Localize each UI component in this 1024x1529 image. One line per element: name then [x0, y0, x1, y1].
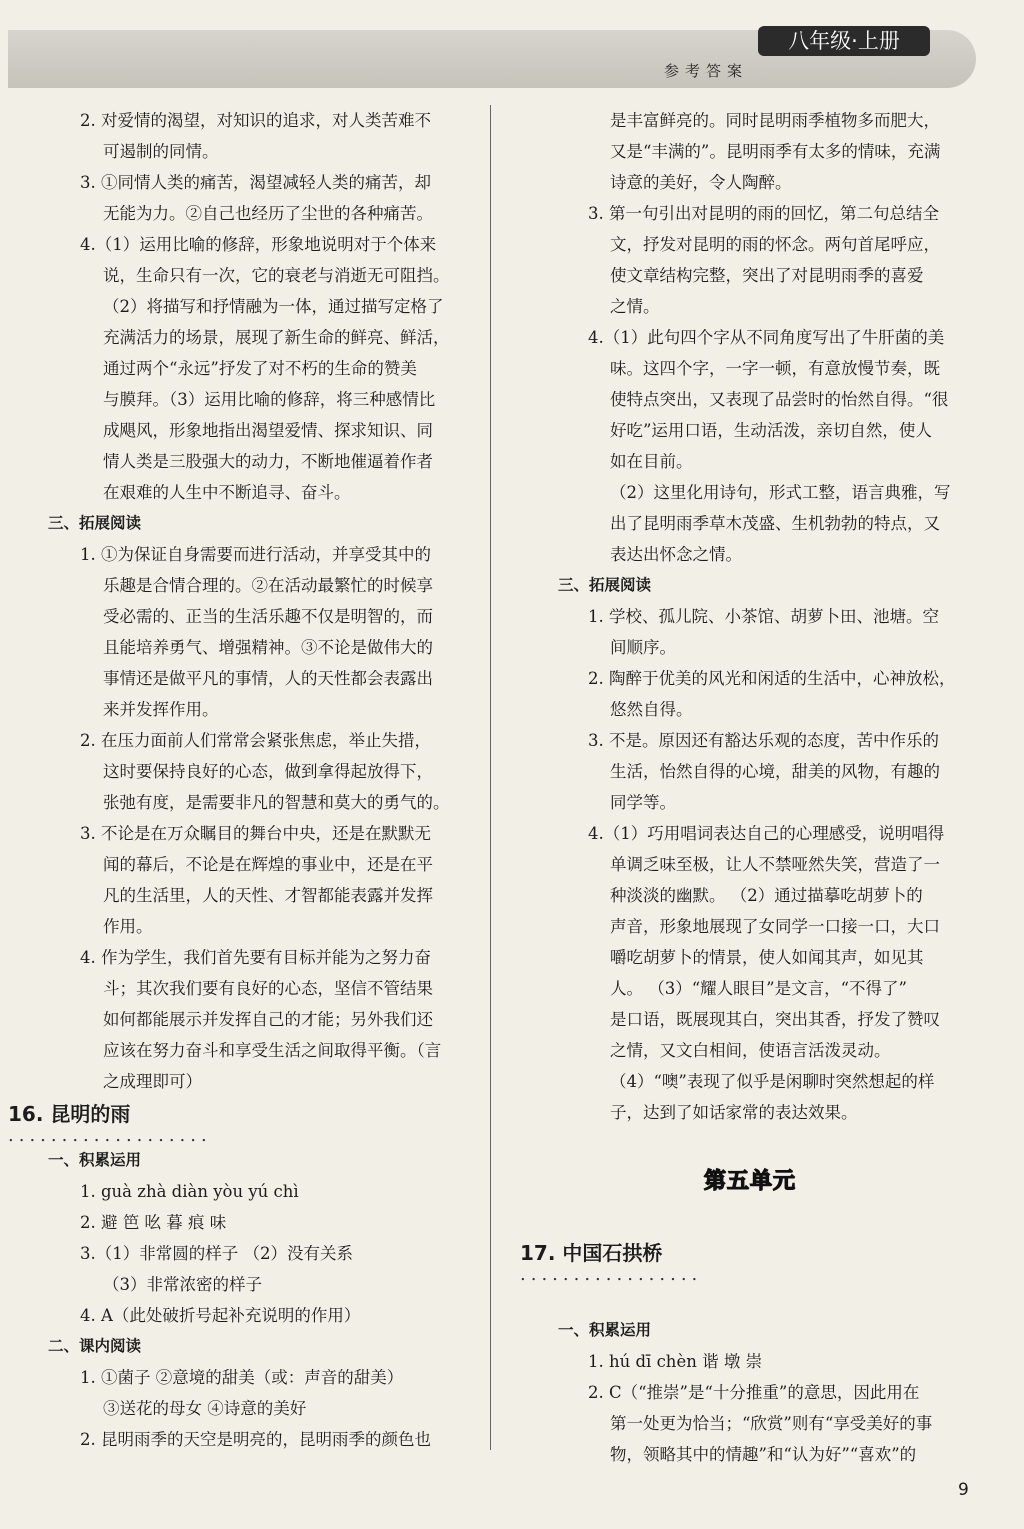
left-column: [8, 105, 478, 1455]
text-line: 张弛有度，是需要非凡的智慧和莫大的勇气的。: [103, 793, 450, 812]
text-line: 2. 在压力面前人们常常会紧张焦虑，举止失措，: [80, 731, 431, 750]
text-line: 4.（1）此句四个字从不同角度写出了牛肝菌的美: [588, 328, 945, 347]
text-line: 人。 （3）“耀人眼目”是文言，“不得了”: [610, 979, 907, 998]
spacer: [520, 1205, 980, 1236]
section-heading: 三、拓展阅读: [558, 576, 652, 594]
section-heading: 一、积累运用: [558, 1321, 652, 1339]
text-line: 生活，怡然自得的心境，甜美的风物，有趣的: [610, 762, 940, 781]
text-line: 第一处更为恰当；“欣赏”则有“享受美好的事: [610, 1414, 933, 1433]
text-line: 2. C（“推崇”是“十分推重”的意思，因此用在: [588, 1383, 920, 1402]
text-line: 来并发挥作用。: [103, 700, 219, 719]
text-line: 通过两个“永远”抒发了对不朽的生命的赞美: [103, 359, 417, 378]
text-line: 成飓风，形象地指出渴望爱情、探求知识、同: [103, 421, 433, 440]
dotted-rule: .................: [520, 1270, 703, 1284]
column-divider: [490, 105, 491, 1450]
section-heading: 三、拓展阅读: [48, 514, 142, 532]
text-line: 1. 学校、孤儿院、小茶馆、胡萝卜田、池塘。空: [588, 607, 939, 626]
text-line: 2. 昆明雨季的天空是明亮的，昆明雨季的颜色也: [80, 1430, 431, 1449]
lesson-title: 16. 昆明的雨: [8, 1102, 131, 1126]
unit-title: 第五单元: [703, 1169, 796, 1194]
text-line: 受必需的、正当的生活乐趣不仅是明智的，而: [103, 607, 433, 626]
text-line: 充满活力的场景，展现了新生命的鲜亮、鲜活，: [103, 328, 450, 347]
text-line: 3. 第一句引出对昆明的雨的回忆，第二句总结全: [588, 204, 939, 223]
text-line: 1. guà zhà diàn yòu yú chì: [80, 1182, 299, 1201]
text-line: 同学等。: [610, 793, 676, 812]
text-line: 可遏制的同情。: [103, 142, 219, 161]
text-line: 子，达到了如话家常的表达效果。: [610, 1103, 858, 1122]
text-line: 诗意的美好，令人陶醉。: [610, 173, 792, 192]
text-line: 4.（1）巧用唱词表达自己的心理感受，说明唱得: [588, 824, 945, 843]
text-line: 是丰富鲜亮的。同时昆明雨季植物多而肥大，: [610, 111, 940, 130]
text-line: 之情，又文白相间，使语言活泼灵动。: [610, 1041, 891, 1060]
text-line: 应该在努力奋斗和享受生活之间取得平衡。（言: [103, 1041, 442, 1060]
text-line: 无能为力。②自己也经历了尘世的各种痛苦。: [103, 204, 433, 223]
text-line: 好吃”运用口语，生动活泼，亲切自然，使人: [610, 421, 932, 440]
spacer: [520, 1284, 980, 1315]
section-heading: 二、课内阅读: [48, 1337, 142, 1355]
text-line: 情人类是三股强大的动力，不断地催逼着作者: [103, 452, 433, 471]
section-label: 参考答案: [664, 62, 749, 80]
text-line: 3.（1）非常圆的样子 （2）没有关系: [80, 1244, 353, 1263]
text-line: 之情。: [610, 297, 660, 316]
text-line: 出了昆明雨季草木茂盛、生机勃勃的特点，又: [610, 514, 940, 533]
text-line: 1. ①菌子 ②意境的甜美（或：声音的甜美）: [80, 1368, 404, 1387]
text-line: 4.（1）运用比喻的修辞，形象地说明对于个体来: [80, 235, 437, 254]
text-line: 凡的生活里，人的天性、才智都能表露并发挥: [103, 886, 433, 905]
text-line: 间顺序。: [610, 638, 676, 657]
lesson-title: 17. 中国石拱桥: [520, 1241, 663, 1265]
text-line: 4. 作为学生，我们首先要有目标并能为之努力奋: [80, 948, 431, 967]
text-line: 如何都能展示并发挥自己的才能；另外我们还: [103, 1010, 433, 1029]
text-line: 1. ①为保证自身需要而进行活动，并享受其中的: [80, 545, 431, 564]
text-line: （2）这里化用诗句，形式工整，语言典雅，写: [610, 483, 951, 502]
section-heading: 一、积累运用: [48, 1151, 142, 1169]
dotted-rule: ...................: [8, 1131, 212, 1145]
text-line: 文，抒发对昆明的雨的怀念。两句首尾呼应，: [610, 235, 940, 254]
text-line: 在艰难的人生中不断追寻、奋斗。: [103, 483, 351, 502]
text-line: （3）非常浓密的样子: [103, 1275, 262, 1294]
text-line: 说，生命只有一次，它的衰老与消逝无可阻挡。: [103, 266, 450, 285]
right-column: [520, 105, 980, 1470]
text-line: 表达出怀念之情。: [610, 545, 742, 564]
text-line: 悠然自得。: [610, 700, 693, 719]
text-line: 2. 陶醉于优美的风光和闲适的生活中，心神放松，: [588, 669, 956, 688]
text-line: 2. 避 笆 吆 暮 痕 味: [80, 1213, 227, 1232]
text-line: 是口语，既展现其白，突出其香，抒发了赞叹: [610, 1010, 940, 1029]
text-line: 事情还是做平凡的事情，人的天性都会表露出: [103, 669, 433, 688]
grade-label: 八年级·上册: [758, 26, 930, 56]
text-line: 声音，形象地展现了女同学一口接一口，大口: [610, 917, 940, 936]
text-line: 这时要保持良好的心态，做到拿得起放得下，: [103, 762, 433, 781]
text-line: 如在目前。: [610, 452, 693, 471]
text-line: （2）将描写和抒情融为一体，通过描写定格了: [103, 297, 444, 316]
text-line: 种淡淡的幽默。 （2）通过描摹吃胡萝卜的: [610, 886, 923, 905]
text-line: 物，领略其中的情趣”和“认为好”“喜欢”的: [610, 1445, 917, 1464]
text-line: 3. 不是。原因还有豁达乐观的态度，苦中作乐的: [588, 731, 939, 750]
text-line: 3. ①同情人类的痛苦，渴望减轻人类的痛苦，却: [80, 173, 431, 192]
text-line: 且能培养勇气、增强精神。③不论是做伟大的: [103, 638, 433, 657]
spacer: [520, 1128, 980, 1159]
text-line: 与膜拜。（3）运用比喻的修辞，将三种感情比: [103, 390, 436, 409]
text-line: 1. hú dī chèn 谐 墩 崇: [588, 1352, 763, 1371]
text-line: 闻的幕后，不论是在辉煌的事业中，还是在平: [103, 855, 433, 874]
text-line: 味。这四个字，一字一顿，有意放慢节奏，既: [610, 359, 940, 378]
text-line: ③送花的母女 ④诗意的美好: [103, 1399, 307, 1418]
text-line: 3. 不论是在万众瞩目的舞台中央，还是在默默无: [80, 824, 431, 843]
text-line: 嚼吃胡萝卜的情景，使人如闻其声，如见其: [610, 948, 924, 967]
text-line: 之成理即可）: [103, 1072, 202, 1091]
text-line: 4. A（此处破折号起补充说明的作用）: [80, 1306, 361, 1325]
text-line: 斗；其次我们要有良好的心态，坚信不管结果: [103, 979, 433, 998]
text-line: 使文章结构完整，突出了对昆明雨季的喜爱: [610, 266, 924, 285]
page-number: 9: [958, 1480, 969, 1500]
text-line: 乐趣是合情合理的。②在活动最繁忙的时候享: [103, 576, 433, 595]
text-line: （4）“噢”表现了似乎是闲聊时突然想起的样: [610, 1072, 935, 1091]
text-line: 2. 对爱情的渴望，对知识的追求，对人类苦难不: [80, 111, 431, 130]
text-line: 使特点突出，又表现了品尝时的怡然自得。“很: [610, 390, 949, 409]
text-line: 作用。: [103, 917, 153, 936]
text-line: 又是“丰满的”。昆明雨季有太多的情味，充满: [610, 142, 941, 161]
text-line: 单调乏味至极，让人不禁哑然失笑，营造了一: [610, 855, 940, 874]
